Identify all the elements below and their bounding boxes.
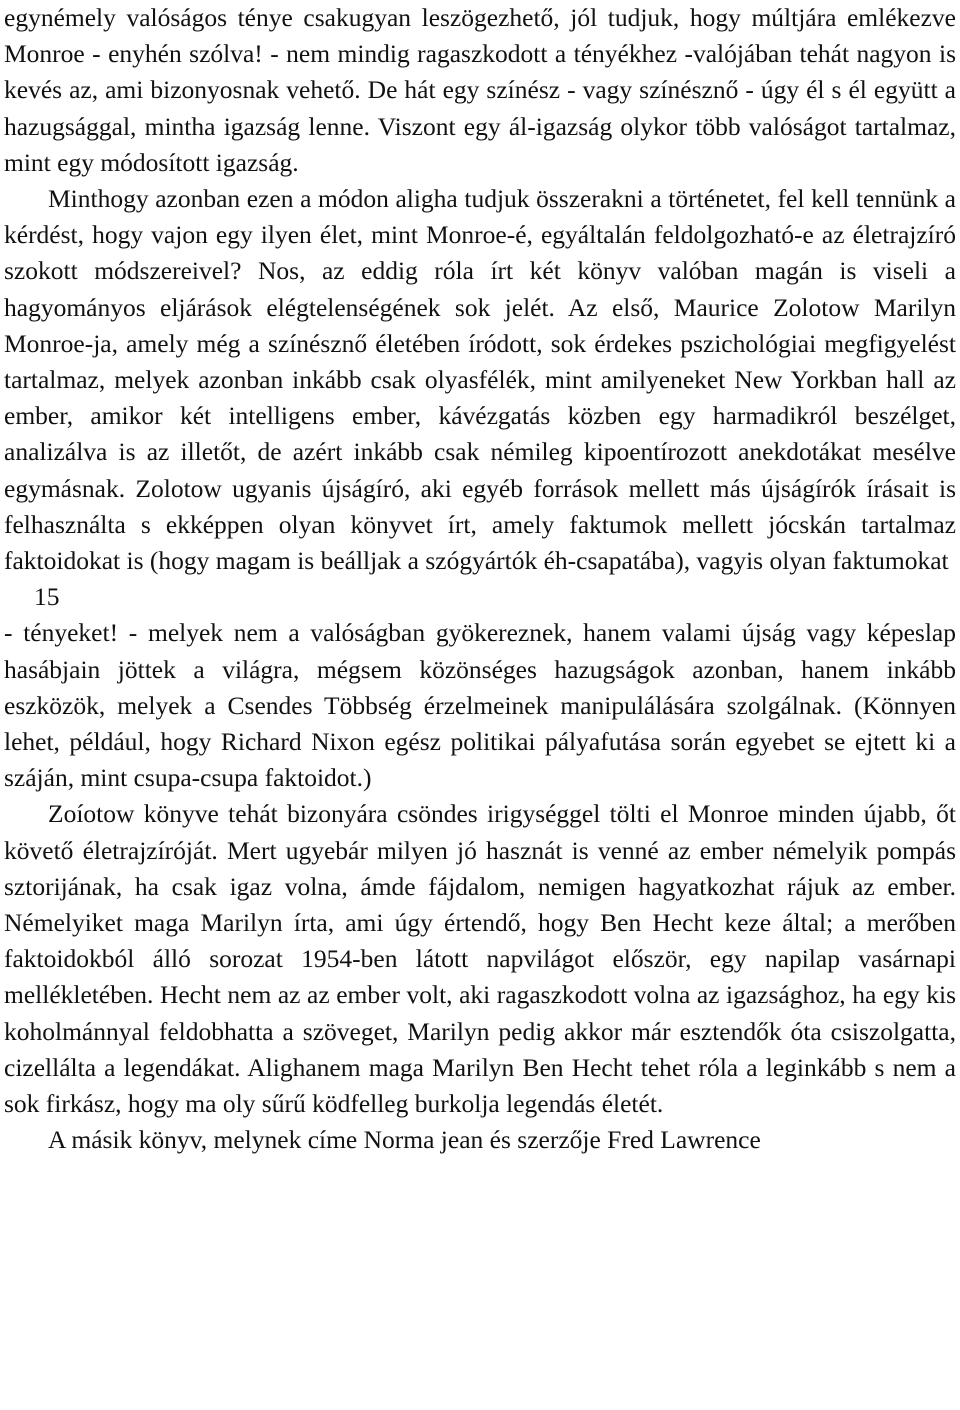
- document-page: [4, 0, 956, 1159]
- paragraph: Zoíotow könyve tehát bizonyára csöndes irigységgel tölti el Monroe minden újabb, őt követő életrajzíróját. Mert ugyebár milyen jó hasznát is venné az ember némelyik pompás sztorijának, ha csak igaz volna, ámde fájdalom, nemigen hagyatkozhat rájuk az ember. Némelyiket maga Marilyn írta, ami úgy értendő, hogy Ben Hecht keze által; a merőben faktoidokból álló sorozat 1954-ben látott napvilágot először, egy napilap vasárnapi mellékletében. Hecht nem az az ember volt, aki ragaszkodott volna az igazsághoz, ha egy kis koholmánnyal feldobhatta a szöveget, Marilyn pedig akkor már esztendők óta csiszolgatta, cizellálta a legendákat. Alighanem maga Marilyn Ben Hecht tehet róla a leginkább s nem a sok firkász, hogy ma oly sűrű ködfelleg burkolja legendás életét.: [4, 799, 956, 1119]
- paragraph: Minthogy azonban ezen a módon aligha tudjuk összerakni a történetet, fel kell tennünk a kérdést, hogy vajon egy ilyen élet, mint Monroe-é, egyáltalán feldolgozható-e az életrajzíró szokott módszereivel? Nos, az eddig róla írt két könyv valóban magán is viseli a hagyományos eljárások elégtelenségének sok jelét. Az első, Maurice Zolotow Marilyn Monroe-ja, amely még a színésznő életében íródott, sok érdekes pszichológiai megfigyelést tartalmaz, melyek azonban inkább csak olyasfélék, mint amilyeneket New Yorkban hall az ember, amikor két intelligens ember, kávézgatás közben egy harmadikról beszélget, analizálva is az illetőt, de azért inkább csak némileg kipoentírozott anekdotákat mesélve egymásnak. Zolotow ugyanis újságíró, aki egyéb források mellett más újságírók írásait is felhasználta s ekképpen olyan könyvet írt, amely faktumok mellett jócskán tartalmaz faktoidokat is (hogy magam is beálljak a szógyártók éh-csapatába), vagyis olyan faktumokat: [4, 184, 956, 576]
- paragraph: A másik könyv, melynek címe Norma jean és szerzője Fred Lawrence: [48, 1125, 761, 1155]
- paragraph: egynémely valóságos ténye csakugyan leszögezhető, jól tudjuk, hogy múltjára emlékezve Monroe - enyhén szólva! - nem mindig ragaszkodott a tényékhez -valójában tehát nagyon is kevés az, ami bizonyosnak vehető. De hát egy színész - vagy színésznő - úgy él s él együtt a hazugsággal, mintha igazság lenne. Viszont egy ál-igazság olykor több valóságot tartalmaz, mint egy módosított igazság.: [4, 3, 956, 177]
- page-number: 15: [34, 582, 60, 612]
- paragraph: - tényeket! - melyek nem a valóságban gyökereznek, hanem valami újság vagy képeslap hasábjain jöttek a világra, mégsem közönséges hazugságok azonban, hanem inkább eszközök, melyek a Csendes Többség érzelmeinek manipulálására szolgálnak. (Könnyen lehet, például, hogy Richard Nixon egész politikai pályafutása során egyebet se ejtett ki a száján, mint csupa-csupa faktoidot.): [4, 618, 956, 793]
